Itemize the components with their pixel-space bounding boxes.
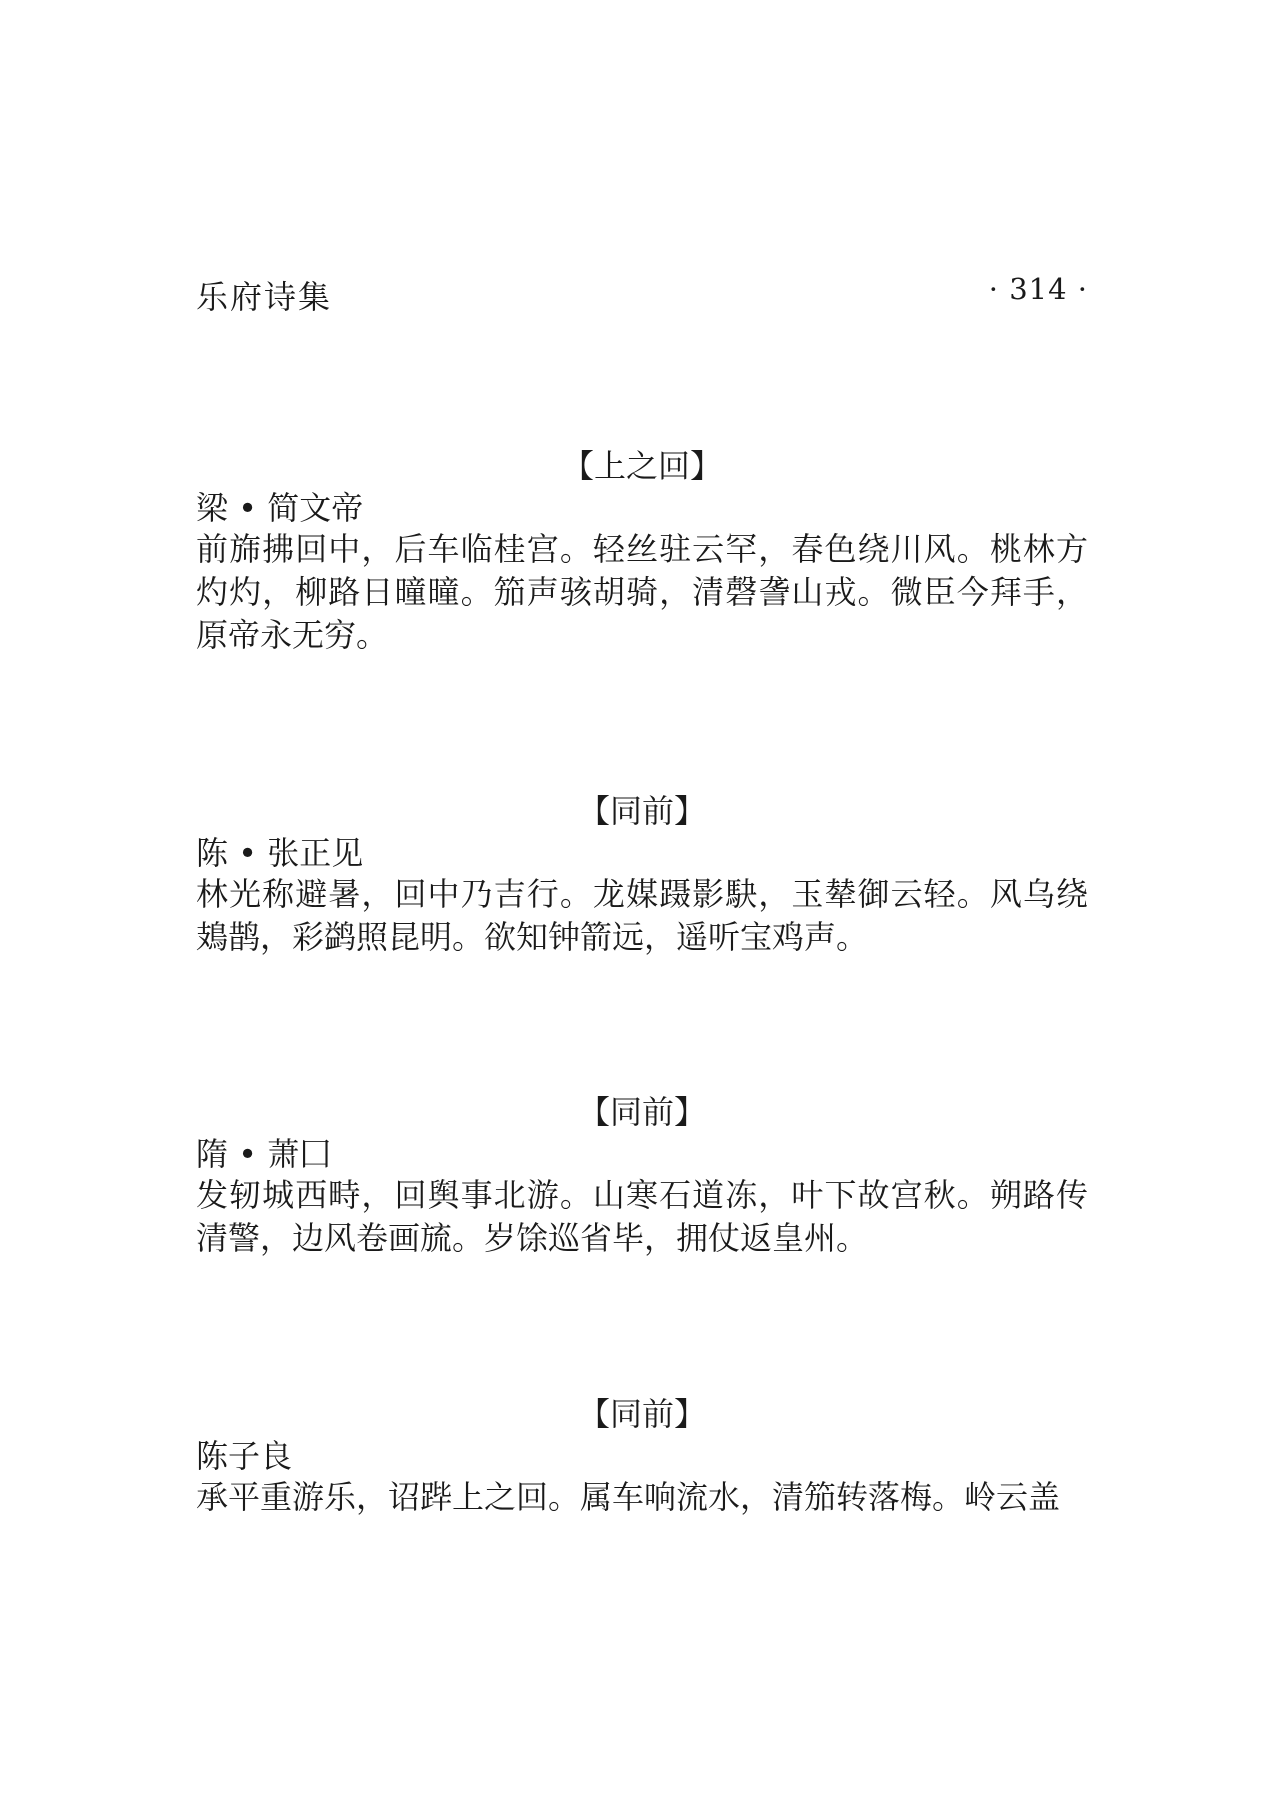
- poem-text: 发轫城西畤，回舆事北游。山寒石道冻，叶下故宫秋。朔路传清警，边风卷画旈。岁馀巡省毕，拥仗返皇州。: [196, 1176, 1088, 1257]
- poem-text: 承平重游乐，诏跸上之回。属车响流水，清笳转落梅。岭云盖: [196, 1478, 1061, 1516]
- poem-block: [196, 1392, 1088, 1519]
- poem-text: 前旆拂回中，后车临桂宫。轻丝驻云罕，春色绕川风。桃林方灼灼，柳路日曈曈。笳声骇胡骑，清磬詟山戎。微臣今拜手，原帝永无穷。: [196, 530, 1088, 654]
- poem-title: 【上之回】: [561, 447, 722, 485]
- book-title: 乐府诗集: [196, 278, 333, 316]
- poem-author: 梁 • 简文帝: [196, 489, 364, 527]
- poem-title: 【同前】: [577, 1093, 706, 1131]
- poem-author: 隋 • 萧囗: [196, 1135, 332, 1173]
- poem-text: 林光称避暑，回中乃吉行。龙媒蹑影駃，玉辇御云轻。风乌绕鳷鹊，彩鹢照昆明。欲知钟箭远，遥听宝鸡声。: [196, 875, 1088, 956]
- poem-block: [196, 1090, 1088, 1260]
- page-number: · 314 ·: [988, 272, 1088, 306]
- poem-author: 陈子良: [196, 1437, 293, 1475]
- poem-block: [196, 789, 1088, 959]
- poem-author: 陈 • 张正见: [196, 834, 364, 872]
- poem-title: 【同前】: [577, 1395, 706, 1433]
- poem-block: [196, 444, 1088, 657]
- page-header: [196, 272, 1088, 316]
- poem-title: 【同前】: [577, 792, 706, 830]
